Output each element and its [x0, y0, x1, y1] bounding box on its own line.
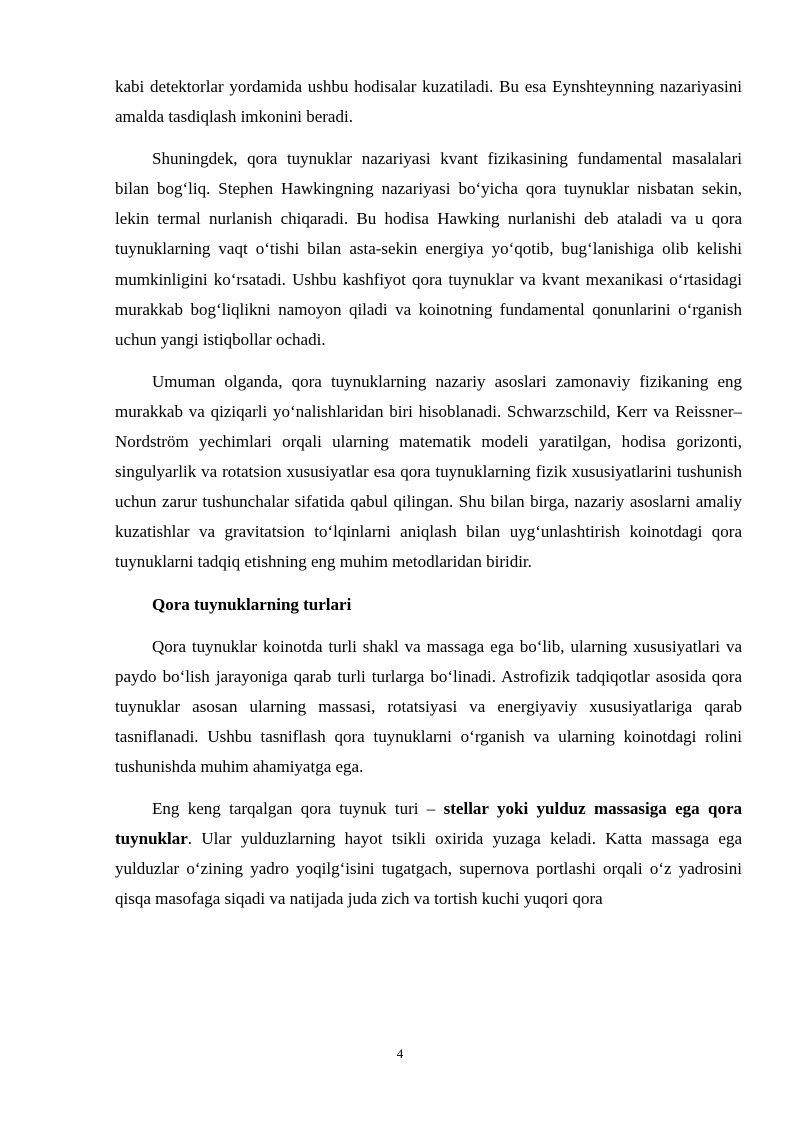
paragraph-hawking-radiation: Shuningdek, qora tuynuklar nazariyasi kvant fizikasining fundamental masalalari bilan bog‘liq. Stephen Hawkingning nazariyasi bo‘yicha qora tuynuklar nisbatan sekin, lekin termal nurlanish chiqaradi. Bu hodisa Hawking nurlanishi deb ataladi va u qora tuynuklarning vaqt o‘tishi bilan asta-sekin energiya yo‘qotib, bug‘lanishiga olib kelishi mumkinligini ko‘rsatadi. Ushbu kashfiyot qora tuynuklar va kvant mexanikasi o‘rtasidagi murakkab bog‘liqlikni namoyon qiladi va koinotning fundamental qonunlarini o‘rganish uchun yangi istiqbollar ochadi.	[115, 149, 742, 349]
paragraph-text-pre: Eng keng tarqalgan qora tuynuk turi –	[152, 799, 444, 819]
page-number: 4	[396, 1046, 404, 1061]
paragraph-continuation: kabi detektorlar yordamida ushbu hodisalar kuzatiladi. Bu esa Eynshteynning nazariyasini amalda tasdiqlash imkonini beradi.	[115, 77, 742, 127]
paragraph-text-post: . Ular yulduzlarning hayot tsikli oxirida yuzaga keladi. Katta massaga ega yulduzlar o‘zining yadro yoqilg‘isini tugatgach, supernova portlashi orqali o‘z yadrosini qisqa masofaga siqadi va natijada juda zich va tortish kuchi yuqori qora	[115, 829, 742, 909]
paragraph-stellar-black-holes	[115, 794, 742, 914]
bold-term: stellar yoki yulduz massasiga ega qora tuynuklar	[115, 799, 742, 849]
section-heading: Qora tuynuklarning turlari	[152, 594, 352, 614]
paragraph-classification: Qora tuynuklar koinotda turli shakl va massaga ega bo‘lib, ularning xususiyatlari va paydo bo‘lish jarayoniga qarab turli turlarga bo‘linadi. Astrofizik tadqiqotlar asosida qora tuynuklar asosan ularning massasi, rotatsiyasi va energiyaviy xususiyatlariga qarab tasniflanadi. Ushbu tasniflash qora tuynuklarni o‘rganish va ularning koinotdagi rolini tushunishda muhim ahamiyatga ega.	[115, 636, 742, 776]
document-body	[115, 72, 742, 926]
paragraph-theoretical-summary: Umuman olganda, qora tuynuklarning nazariy asoslari zamonaviy fizikaning eng murakkab va qiziqarli yo‘nalishlaridan biri hisoblanadi. Schwarzschild, Kerr va Reissner–Nordström yechimlari orqali ularning matematik modeli yaratilgan, hodisa gorizonti, singulyarlik va rotatsion xususiyatlar esa qora tuynuklarning fizik xususiyatlarini tushunish uchun zarur tushunchalar sifatida qabul qilingan. Shu bilan birga, nazariy asoslarni amaliy kuzatishlar va gravitatsion to‘lqinlarni aniqlash bilan uyg‘unlashtirish koinotdagi qora tuynuklarni tadqiq etishning eng muhim metodlaridan biridir.	[115, 371, 742, 572]
